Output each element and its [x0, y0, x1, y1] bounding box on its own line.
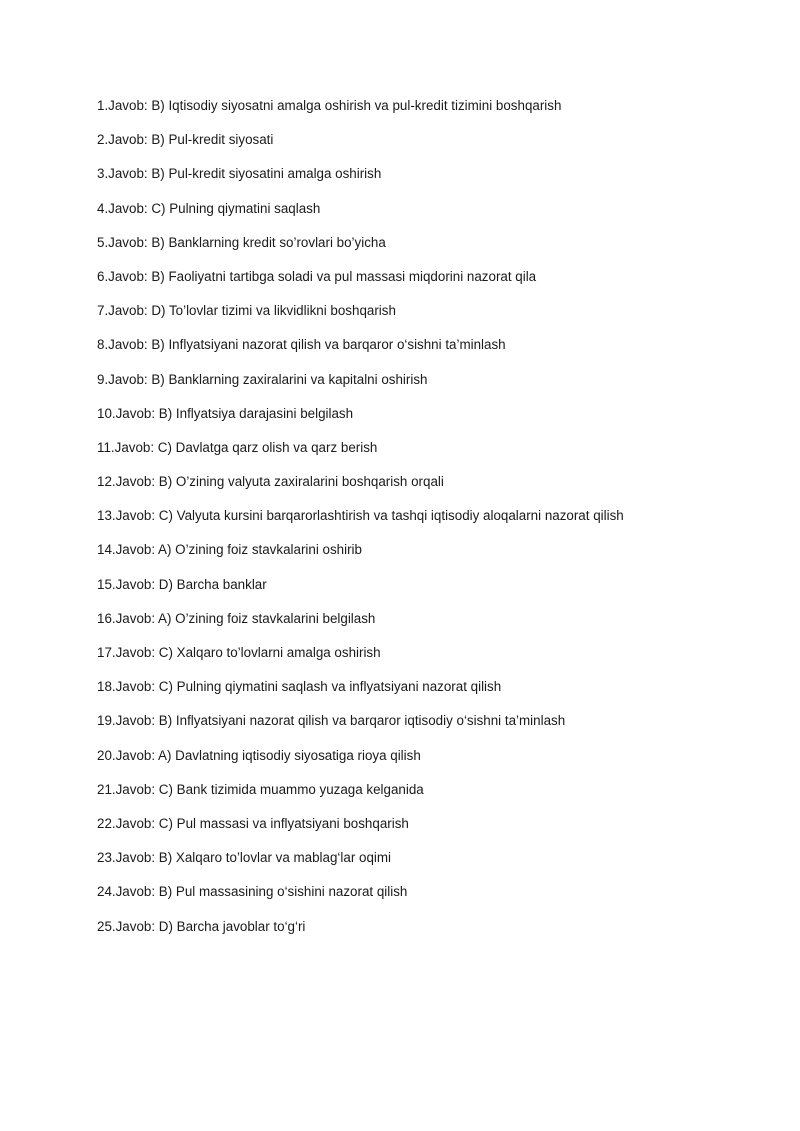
answer-line-18: 18.Javob: C) Pulning qiymatini saqlash va inflyatsiyani nazorat qilish — [97, 679, 502, 695]
answer-line-25: 25.Javob: D) Barcha javoblar to‘g‘ri — [97, 918, 306, 934]
answer-line-2: 2.Javob: B) Pul-kredit siyosati — [97, 132, 274, 148]
answer-line-8: 8.Javob: B) Inflyatsiyani nazorat qilish va barqaror o‘sishni ta’minlash — [97, 337, 506, 353]
answer-line-11: 11.Javob: C) Davlatga qarz olish va qarz berish — [97, 439, 378, 455]
answer-line-7: 7.Javob: D) To’lovlar tizimi va likvidlikni boshqarish — [97, 303, 396, 319]
answer-line-6: 6.Javob: B) Faoliyatni tartibga soladi va pul massasi miqdorini nazorat qila — [97, 268, 537, 284]
answer-line-13: 13.Javob: C) Valyuta kursini barqarorlashtirish va tashqi iqtisodiy aloqalarni nazorat qilish — [97, 508, 624, 524]
answer-line-16: 16.Javob: A) O’zining foiz stavkalarini belgilash — [97, 610, 376, 626]
answer-line-17: 17.Javob: C) Xalqaro to’lovlarni amalga oshirish — [97, 645, 381, 660]
answer-line-3: 3.Javob: B) Pul-kredit siyosatini amalga oshirish — [97, 166, 382, 182]
answer-line-22: 22.Javob: C) Pul massasi va inflyatsiyani boshqarish — [97, 815, 409, 831]
answer-line-21: 21.Javob: C) Bank tizimida muammo yuzaga kelganida — [97, 781, 424, 797]
answer-line-24: 24.Javob: B) Pul massasining o‘sishini nazorat qilish — [97, 884, 408, 900]
answer-line-5: 5.Javob: B) Banklarning kredit so’rovlari bo’yicha — [97, 234, 386, 250]
answer-line-23: 23.Javob: B) Xalqaro to’lovlar va mablag‘lar oqimi — [97, 850, 391, 866]
answer-list — [97, 96, 624, 951]
answer-line-12: 12.Javob: B) O’zining valyuta zaxiralarini boshqarish orqali — [97, 474, 444, 490]
answer-line-14: 14.Javob: A) O’zining foiz stavkalarini oshirib — [97, 542, 362, 558]
answer-line-19: 19.Javob: B) Inflyatsiyani nazorat qilish va barqaror iqtisodiy o‘sishni ta’minlash — [97, 713, 566, 729]
answer-line-15: 15.Javob: D) Barcha banklar — [97, 576, 267, 592]
answer-line-9: 9.Javob: B) Banklarning zaxiralarini va kapitalni oshirish — [97, 371, 428, 387]
answer-line-10: 10.Javob: B) Inflyatsiya darajasini belgilash — [97, 405, 354, 421]
answer-line-1: 1.Javob: B) Iqtisodiy siyosatni amalga oshirish va pul-kredit tizimini boshqarish — [97, 98, 562, 113]
answer-line-20: 20.Javob: A) Davlatning iqtisodiy siyosatiga rioya qilish — [97, 747, 421, 763]
answer-line-4: 4.Javob: C) Pulning qiymatini saqlash — [97, 200, 321, 216]
